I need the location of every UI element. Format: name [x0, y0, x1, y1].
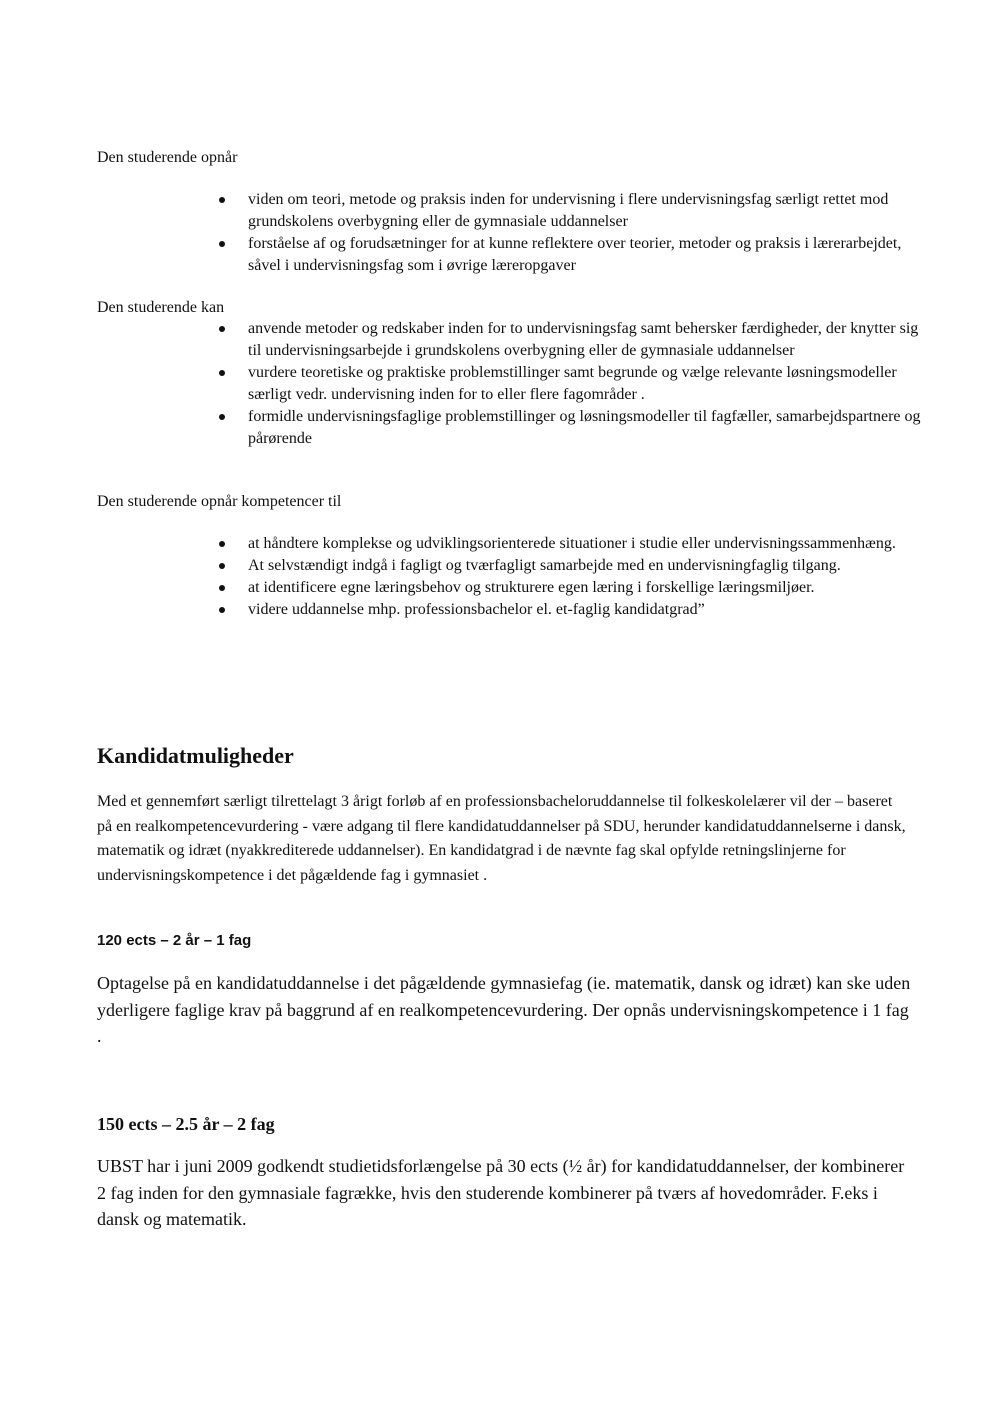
kandidat-heading: Kandidatmuligheder [97, 743, 294, 768]
list-item: viden om teori, metode og praksis inden for undervisning i flere undervisningsfag særligt rettet mod grundskolens overbygning eller de gymnasiale uddannelser [248, 189, 928, 233]
list-item: formidle undervisningsfaglige problemstillinger og løsningsmodeller til fagfæller, samarbejdspartnere og pårørende [248, 406, 928, 450]
option-150-heading: 150 ects – 2.5 år – 2 fag [97, 1114, 275, 1134]
skills-list [248, 318, 928, 450]
list-item: at identificere egne læringsbehov og strukturere egen læring i forskellige læringsmiljøer. [248, 577, 928, 599]
section-label-knowledge: Den studerende opnår [97, 149, 238, 166]
list-item: At selvstændigt indgå i fagligt og tværfagligt samarbejde med en undervisningfaglig tilgang. [248, 555, 928, 577]
section-label-skills: Den studerende kan [97, 299, 225, 316]
competences-list [248, 533, 928, 621]
list-item: forståelse af og forudsætninger for at kunne reflektere over teorier, metoder og praksis i lærerarbejdet, såvel i undervisningsfag som i øvrige læreropgaver [248, 233, 928, 277]
kandidat-paragraph: Med et gennemført særligt tilrettelagt 3 årigt forløb af en professionsbacheloruddannelse til folkeskolelærer vil der – baseret på en realkompetencevurdering - være adgang til flere kandidatuddannelser på SDU, herunder kandidatuddannelserne i dansk, matematik og idræt (nyakkrediterede uddannelser). En kandidatgrad i de nævnte fag skal opfylde retningslinjerne for undervisningskompetence i det pågældende fag i gymnasiet . [97, 793, 906, 884]
list-item: at håndtere komplekse og udviklingsorienterede situationer i studie eller undervisningssammenhæng. [248, 533, 928, 555]
section-label-competences: Den studerende opnår kompetencer til [97, 493, 342, 510]
knowledge-list [248, 189, 928, 277]
option-120-paragraph: Optagelse på en kandidatuddannelse i det pågældende gymnasiefag (ie. matematik, dansk og idræt) kan ske uden yderligere faglige krav på baggrund af en realkompetencevurdering. Der opnås undervisningskompetence i 1 fag . [97, 973, 911, 1046]
list-item: videre uddannelse mhp. professionsbachelor el. et-faglig kandidatgrad” [248, 599, 928, 621]
option-120-heading: 120 ects – 2 år – 1 fag [97, 932, 252, 949]
list-item: anvende metoder og redskaber inden for to undervisningsfag samt behersker færdigheder, der knytter sig til undervisningsarbejde i grundskolens overbygning eller de gymnasiale uddannelser [248, 318, 928, 362]
option-150-paragraph: UBST har i juni 2009 godkendt studietidsforlængelse på 30 ects (½ år) for kandidatuddannelser, der kombinerer 2 fag inden for den gymnasiale fagrække, hvis den studerende kombinerer på tværs af hovedområder. F.eks i dansk og matematik. [97, 1156, 905, 1229]
list-item: vurdere teoretiske og praktiske problemstillinger samt begrunde og vælge relevante løsningsmodeller særligt vedr. undervisning inden for to eller flere fagområder . [248, 362, 928, 406]
